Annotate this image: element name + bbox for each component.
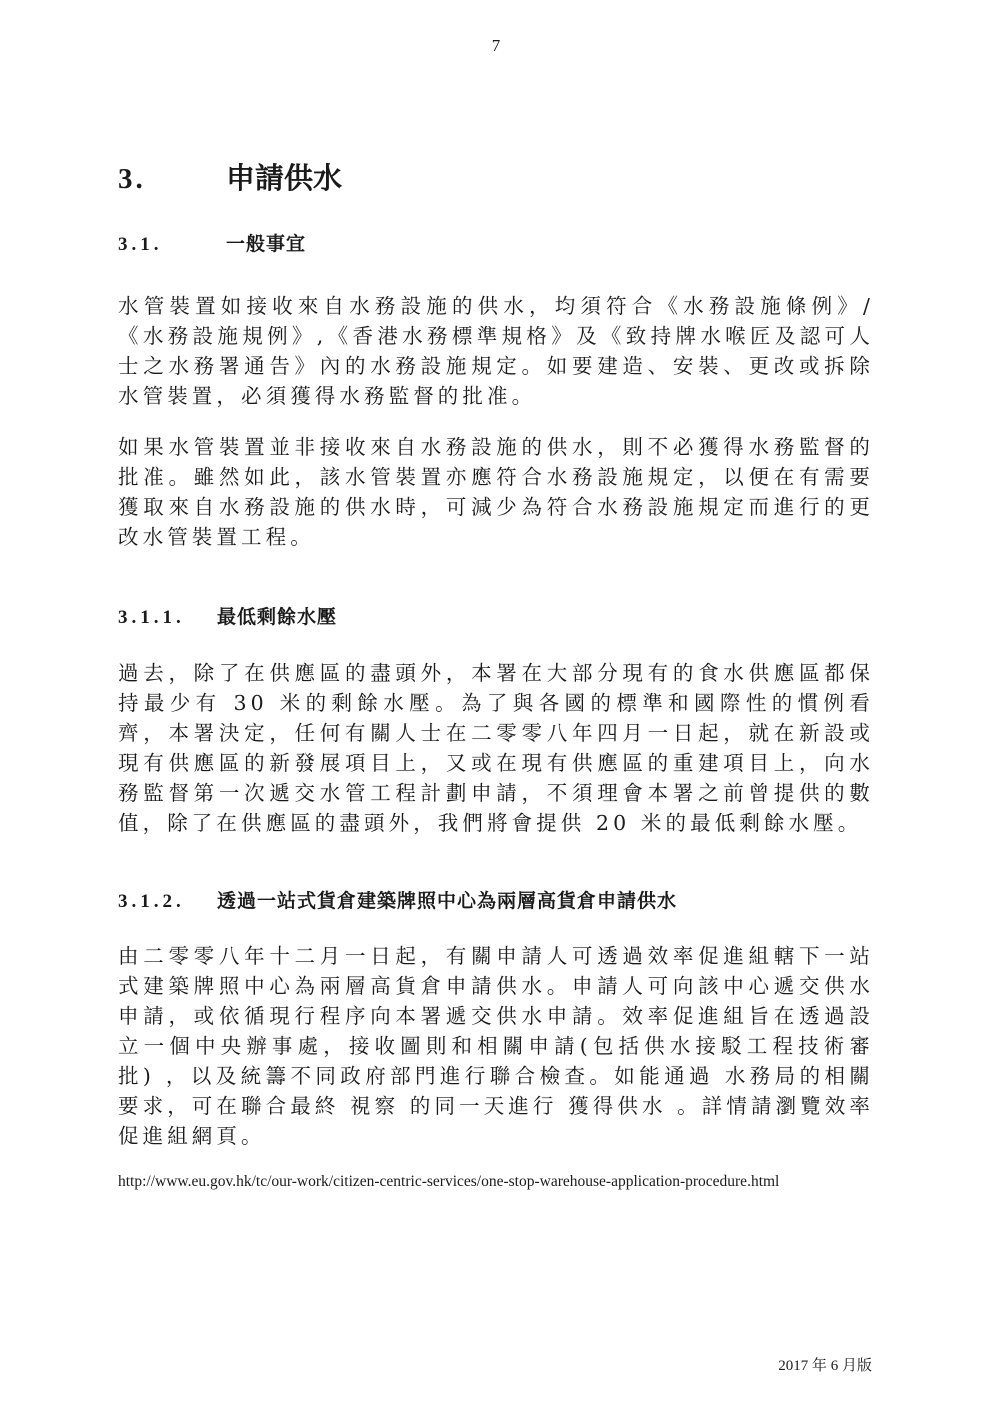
subsection-heading-3-1-1 <box>118 602 337 629</box>
subsection-heading-3-1-2 <box>118 886 677 913</box>
paragraph: 由二零零八年十二月一日起，有關申請人可透過效率促進組轄下一站式建築牌照中心為兩層高貨倉申請供水。申請人可向該中心遞交供水申請，或依循現行程序向本署遞交供水申請。效率促進組旨在透過設立一個中央辦事處，接收圖則和相關申請(包括供水接駁工程技術審批) ，以及統籌不同政府部門進行聯合檢查。如能通過 水務局的相關要求，可在聯合最終 視察 的同一天進行 獲得供水 。詳情請瀏覽效率促進組網頁。 <box>118 944 874 1148</box>
paragraph: 水管裝置如接收來自水務設施的供水，均須符合《水務設施條例》/《水務設施規例》,《香港水務標準規格》及《致持牌水喉匠及認可人士之水務署通告》內的水務設施規定。如要建造、安裝、更改或拆除水管裝置，必須獲得水務監督的批准。 <box>118 294 874 408</box>
subsection-title: 一般事宜 <box>226 233 307 255</box>
section-number: 3. <box>118 163 146 195</box>
subsection-number: 3.1. <box>118 234 163 255</box>
paragraph: 如果水管裝置並非接收來自水務設施的供水，則不必獲得水務監督的批准。雖然如此，該水管裝置亦應符合水務設施規定，以便在有需要獲取來自水務設施的供水時，可減少為符合水務設施規定而進行的更改水管裝置工程。 <box>118 435 874 549</box>
page-number: 7 <box>491 36 501 55</box>
subsection-number: 3.1.2. <box>118 891 185 912</box>
reference-link[interactable]: http://www.eu.gov.hk/tc/our-work/citizen-centric-services/one-stop-warehouse-application-procedure.html <box>118 1173 780 1190</box>
paragraph: 過去，除了在供應區的盡頭外，本署在大部分現有的食水供應區都保持最少有 30 米的剩餘水壓。為了與各國的標準和國際性的慣例看齊，本署決定，任何有關人士在二零零八年四月一日起，就在新設或現有供應區的新發展項目上，又或在現有供應區的重建項目上，向水務監督第一次遞交水管工程計劃申請，不須理會本署之前曾提供的數值，除了在供應區的盡頭外，我們將會提供 20 米的最低剩餘水壓。 <box>118 661 874 835</box>
subsection-number: 3.1.1. <box>118 607 185 628</box>
edition-footer: 2017 年 6 月版 <box>778 1358 872 1374</box>
section-heading <box>118 156 342 197</box>
subsection-title: 透過一站式貨倉建築牌照中心為兩層高貨倉申請供水 <box>217 890 678 912</box>
section-title: 申請供水 <box>226 161 343 195</box>
subsection-heading-3-1 <box>118 229 306 256</box>
subsection-title: 最低剩餘水壓 <box>217 606 338 628</box>
